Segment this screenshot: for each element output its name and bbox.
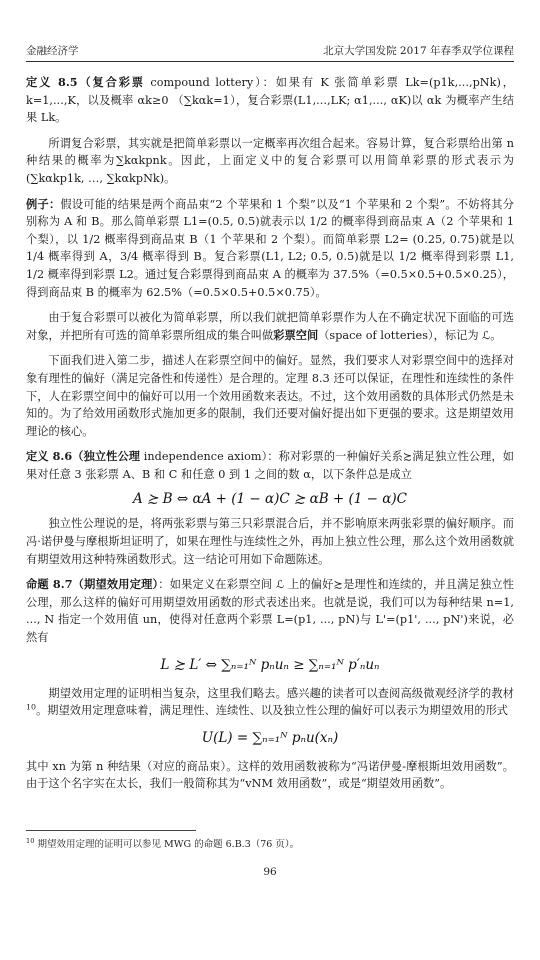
page-number: 96 <box>263 866 277 878</box>
lottery-space-term: 彩票空间 <box>273 327 319 342</box>
compound-lottery-explanation: 所谓复合彩票，其实就是把简单彩票以一定概率再次组合起来。容易计算，复合彩票给出第 n 种结果的概率为∑kαkpnk。因此，上面定义中的复合彩票可以用简单彩票的形式表示为(∑kαkp1k, …, ∑kαkpNk)。 <box>26 136 514 185</box>
expected-utility-formula: U(L) = ∑ₙ₌₁ᴺ pₙu(xₙ) <box>201 729 339 746</box>
proposition-8-7-label: 命题 8.7（期望效用定理） <box>26 577 159 592</box>
running-header <box>26 0 514 62</box>
independence-explanation: 独立性公理说的是，将两张彩票与第三只彩票混合后，并不影响原来两张彩票的偏好顺序。而冯·诺伊曼与摩根斯坦证明了，如果在理性与连续性之外，再加上独立性公理，那么这个效用函数就有期望效用这种特殊函数形式。这一结论可用如下命题陈述。 <box>26 517 514 566</box>
proposition-8-7-text: ：如果定义在彩票空间 ℒ 上的偏好≿是理性和连续的，并且满足独立性公理，那么这样的偏好可用期望效用函数的形式表述出来。也就是说，我们可以为每种结果 n=1, ..., N 指定一个效用值 un，使得对任意两个彩票 L=(p1, ..., pN)与 L'=(p1', ..., pN')来说，必然有 <box>26 578 514 645</box>
preference-paragraph: 下面我们进入第二步，描述人在彩票空间中的偏好。显然，我们要求人对彩票空间中的选择对象有理性的偏好（满足完备性和传递性）是合理的。定理 8.3 还可以保证，在理性和连续性的条件下，人在彩票空间中的偏好可以用一个效用函数来表达。不过，这个效用函数的具体形式仍然是未知的。为了给效用函数形式施加更多的限制，我们还要对偏好提出如下更强的要求。这是期望效用理论的核心。 <box>26 354 514 438</box>
vnm-paragraph: 其中 xn 为第 n 种结果（对应的商品束）。这样的效用函数被称为“冯诺伊曼-摩根斯坦效用函数”。由于这个名字实在太长，我们一般简称其为“vNM 效用函数”，或是“期望效用函数”。 <box>26 759 514 791</box>
definition-8-5-label: 定义 8.5（复合彩票 <box>26 75 145 89</box>
definition-8-6 <box>26 448 514 483</box>
definition-8-5-text: ：如果有 K 张简单彩票 Lk=(p1k,...,pNk)，k=1,...,K，以及概率 αk≥0 （∑kαk=1），复合彩票(L1,...,LK; α1,..., αK)以 αk 为概率产生结果 Lk。 <box>26 76 514 125</box>
proof-paragraph <box>26 685 514 720</box>
example-paragraph <box>26 196 514 302</box>
footnote-number: 10 <box>26 836 35 845</box>
example-label: 例子： <box>26 196 61 211</box>
proposition-8-7 <box>26 576 514 646</box>
independence-axiom-formula: A ≿ B ⇔ αA + (1 − α)C ≿ αB + (1 − α)C <box>133 491 407 508</box>
proof-text: 期望效用定理的证明相当复杂，这里我们略去。感兴趣的读者可以查阅高级微观经济学的教材 <box>48 686 514 700</box>
definition-8-6-text: ：称对彩票的一种偏好关系≿满足独立性公理，如果对任意 3 张彩票 A、B 和 C 和任意 0 到 1 之间的数 α，以下条件总是成立 <box>26 450 515 481</box>
definition-8-6-label: 定义 8.6（独立性公理 <box>26 449 141 464</box>
definition-8-6-english: independence axiom） <box>143 450 268 464</box>
proof-text-after: 。期望效用定理意味着，满足理性、连续性、以及独立性公理的偏好可以表示为期望效用的形式 <box>36 704 509 718</box>
footnote-10 <box>26 838 514 852</box>
footnote-text: 期望效用定理的证明可以参见 MWG 的命题 6.B.3（76 页）。 <box>37 839 300 850</box>
example-text: 假设可能的结果是两个商品束“2 个苹果和 1 个梨”以及“1 个苹果和 2 个梨”。不妨将其分别称为 A 和 B。那么简单彩票 L1=(0.5, 0.5)就表示以 1/2 的概率得到商品束 A（2 个苹果和 1 个梨），以 1/2 概率得到商品束 B（1 个苹果和 2 个梨）。而简单彩票 L2= (0.25, 0.75)就是以 1/4 概率得到 A，3/4 概率得到 B。复合彩票(L1, L2; 0.5, 0.5)就是以 1/2 概率得到彩票 L1, 1/2 概率得到彩票 L2。通过复合彩票得到商品束 A 的概率为 37.5%（=0.5×0.5+0.5×0.25），得到商品束 B 的概率为 62.5%（=0.5×0.5+0.5×0.75）。 <box>26 197 514 299</box>
header-institution: 北京大学国发院 2017 年春季双学位课程 <box>323 45 514 57</box>
footnote-divider <box>26 830 196 831</box>
definition-8-5 <box>26 74 514 127</box>
footnote-ref-10[interactable]: 10 <box>26 702 37 712</box>
definition-8-5-english: compound lottery） <box>150 76 263 89</box>
lottery-space-text-after: （space of lotteries），标记为 ℒ。 <box>318 328 502 342</box>
lottery-space-text-before: 由于复合彩票可以被化为简单彩票，所以我们就把简单彩票作为人在不确定状况下面临的可选对象，并把所有可选的简单彩票所组成的集合叫做 <box>26 311 514 342</box>
expected-utility-comparison-formula: L ≿ L′ ⇔ ∑ₙ₌₁ᴺ pₙuₙ ≥ ∑ₙ₌₁ᴺ p′ₙuₙ <box>160 656 380 673</box>
page-body <box>26 62 514 793</box>
lottery-space-paragraph <box>26 309 514 344</box>
header-course-title: 金融经济学 <box>26 45 79 57</box>
